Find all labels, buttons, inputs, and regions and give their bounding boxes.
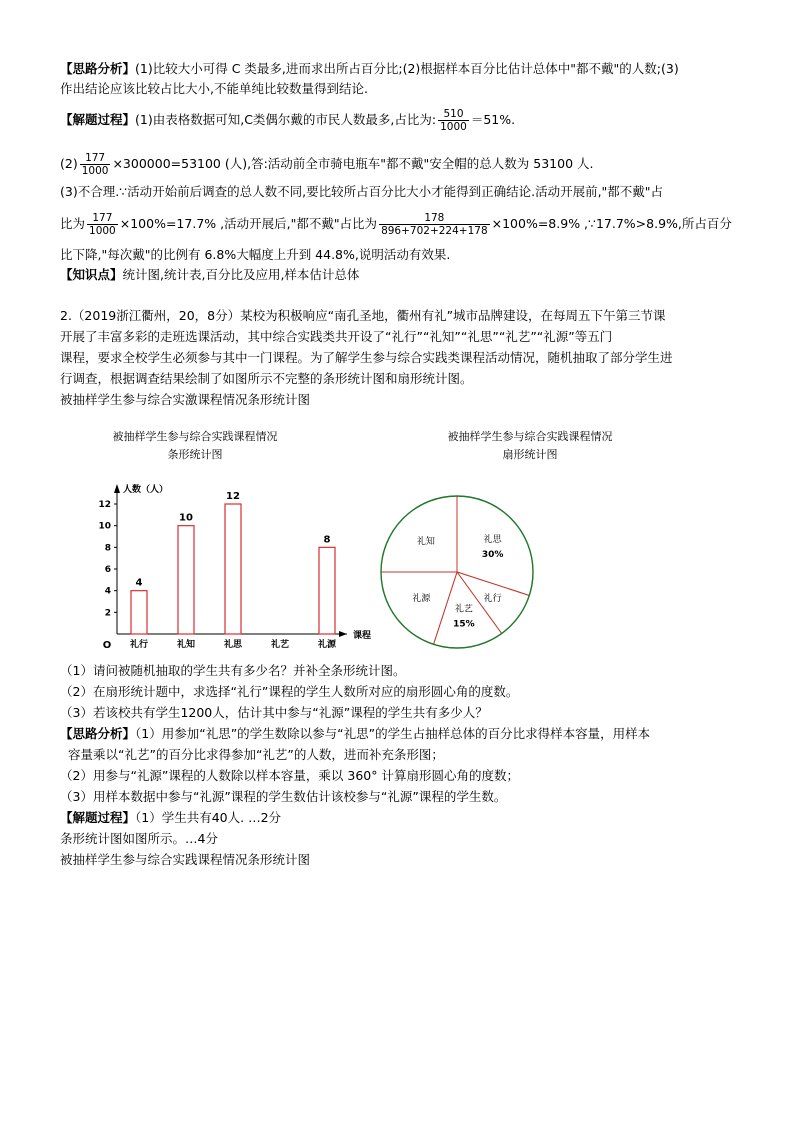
pie-slice-label: 礼艺 — [454, 604, 473, 615]
bar-category-label: 礼源 — [317, 640, 337, 650]
bar-data-label: 4 — [135, 577, 143, 589]
bar-mark — [319, 547, 335, 634]
bar-chart-title: 被抽样学生参与综合实践课程情况 — [112, 430, 278, 443]
solution-line-1 — [60, 108, 515, 133]
solution2-line-3: 被抽样学生参与综合实践课程情况条形统计图 — [60, 852, 311, 867]
bar-xlabel: 课程 — [353, 631, 372, 641]
problem2-line-4: 行调查，根据调查结果绘制了如图所示不完整的条形统计图和扇形统计图。 — [60, 371, 473, 386]
problem2-line-1: 2.（2019浙江衢州，20，8分）某校为积极响应“南孔圣地，衢州有礼”城市品牌建设，在每周五下午第三节课 — [60, 308, 666, 323]
question-3: （3）若该校共有学生1200人，估计其中参与“礼源”课程的学生共有多少人？ — [60, 705, 488, 720]
problem2-line-2: 开展了丰富多彩的走班选课活动，其中综合实践类共开设了“礼行”“礼知”“礼思”“礼艺”“礼源”等五门 — [60, 329, 613, 344]
question-1: （1）请问被随机抽取的学生共有多少名？并补全条形统计图。 — [60, 663, 406, 678]
bar-category-label: 礼行 — [129, 640, 149, 650]
bar-ytick-label: 8 — [104, 543, 111, 554]
analysis2-line-1b: 容量乘以“礼艺”的百分比求得参加“礼艺”的人数，进而补充条形图； — [68, 747, 444, 762]
analysis-line-2: 作出结论应该比较占比大小,不能单纯比较数量得到结论. — [60, 81, 368, 96]
solution-line-4 — [60, 212, 732, 237]
bar-category-label: 礼艺 — [270, 640, 290, 650]
pie-slice-percent: 15% — [453, 619, 475, 630]
analysis2-line-3: （3）用样本数据中参与“礼源”课程的学生数估计该校参与“礼源”课程的学生数。 — [60, 789, 507, 804]
solution-text-3a: 比为 — [60, 216, 86, 231]
bar-data-label: 12 — [226, 491, 240, 502]
pie-slice-label: 礼源 — [412, 593, 431, 604]
bar-ytick-label: 4 — [104, 586, 111, 597]
solution-line-3: (3)不合理.∵活动开始前后调查的总人数不同,要比较所占百分比大小才能得到正确结论.活动开展前,"都不戴"占 — [60, 184, 664, 199]
bar-x-arrow — [339, 631, 347, 637]
bar-mark — [178, 526, 194, 634]
bar-ytick-label: 2 — [104, 608, 111, 619]
solution2-text-1: （1）学生共有40人. …2分 — [135, 810, 282, 825]
solution-text-3c: ×100%=8.9% ,∵17.7%>8.9%,所占百分 — [491, 216, 732, 231]
pie-slice-label: 礼行 — [483, 593, 502, 604]
pie-slice — [381, 496, 457, 572]
question-2: （2）在扇形统计题中，求选择“礼行”课程的学生人数所对应的扇形圆心角的度数。 — [60, 684, 519, 699]
analysis2-line-2: （2）用参与“礼源”课程的人数除以样本容量，乘以 360° 计算扇形圆心角的度数； — [60, 768, 519, 783]
solution2-line-1 — [60, 809, 281, 827]
pie-chart-marks — [381, 496, 533, 648]
analysis2-line-1 — [60, 725, 650, 743]
bar-origin-label: O — [102, 640, 112, 651]
fraction-510-1000: $\frac{510}{1000}$ — [440, 108, 467, 133]
problem2-caption: 被抽样学生参与综合实激课程情况条形统计图 — [60, 392, 311, 407]
bar-chart-subtitle: 条形统计图 — [167, 448, 223, 461]
knowledge-text: 统计图,统计表,百分比及应用,样本估计总体 — [122, 267, 360, 282]
fraction-178-total: $\frac{178}{896+702+224+178}$ — [381, 212, 488, 237]
solution-text-2b: ×300000=53100 (人),答:活动前全市骑电瓶车"都不戴"安全帽的总人数为 53100 人. — [112, 156, 594, 171]
bar-category-label: 礼思 — [223, 640, 243, 650]
bar-data-label: 10 — [179, 512, 193, 524]
solution2-line-2: 条形统计图如图所示。…4分 — [60, 831, 218, 846]
bar-chart-axes — [98, 483, 371, 651]
solution-label: 【解题过程】 — [60, 112, 136, 127]
pie-chart-subtitle: 扇形统计图 — [502, 448, 558, 461]
problem2-line-3: 课程，要求全校学生必须参与其中一门课程。为了解学生参与综合实践类课程活动情况，随机抽取了部分学生进 — [60, 350, 673, 365]
solution-text-1a: (1)由表格数据可知,C类偶尔戴的市民人数最多,占比为: — [135, 112, 437, 127]
pie-chart-title: 被抽样学生参与综合实践课程情况 — [447, 430, 613, 443]
solution-text-2a: (2) — [60, 156, 78, 171]
knowledge-line — [60, 266, 359, 284]
pie-chart — [375, 470, 545, 660]
fraction-177-1000: $\frac{177}{1000}$ — [81, 152, 109, 177]
analysis2-text-1: （1）用参加“礼思”的学生数除以参与“礼思”的学生占抽样总体的百分比求得样本容量，用样本 — [135, 726, 651, 741]
bar-mark — [225, 504, 241, 634]
bar-ytick-label: 12 — [98, 500, 111, 510]
analysis-text-1: (1)比较大小可得 C 类最多,进而求出所占百分比;(2)根据样本百分比估计总体中"都不戴"的人数;(3) — [135, 61, 679, 76]
solution-line-2 — [60, 152, 593, 177]
bar-ylabel: 人数（人） — [123, 485, 169, 495]
bar-y-arrow — [114, 484, 120, 493]
bar-chart-marks — [129, 491, 337, 650]
solution-text-1b: ＝51%. — [470, 112, 516, 127]
pie-slice-label: 礼思 — [483, 535, 502, 546]
knowledge-label: 【知识点】 — [60, 267, 123, 282]
bar-ytick-label: 10 — [98, 521, 111, 532]
analysis2-label: 【思路分析】 — [60, 726, 136, 741]
pie-slice-label: 礼知 — [416, 536, 435, 547]
bar-category-label: 礼知 — [176, 640, 196, 650]
bar-mark — [131, 591, 147, 634]
analysis-label: 【思路分析】 — [60, 61, 136, 76]
solution-text-3b: ×100%=17.7% ,活动开展后,"都不戴"占比为 — [119, 216, 378, 231]
solution2-label: 【解题过程】 — [60, 810, 136, 825]
bar-data-label: 8 — [323, 534, 331, 546]
solution-line-5: 比下降,"每次戴"的比例有 6.8%大幅度上升到 44.8%,说明活动有效果. — [60, 247, 451, 262]
fraction-177-1000-b: $\frac{177}{1000}$ — [89, 212, 116, 237]
analysis-line-1 — [60, 60, 679, 78]
pie-slice-percent: 30% — [481, 550, 504, 561]
bar-ytick-label: 6 — [104, 565, 111, 575]
bar-chart — [95, 474, 380, 654]
